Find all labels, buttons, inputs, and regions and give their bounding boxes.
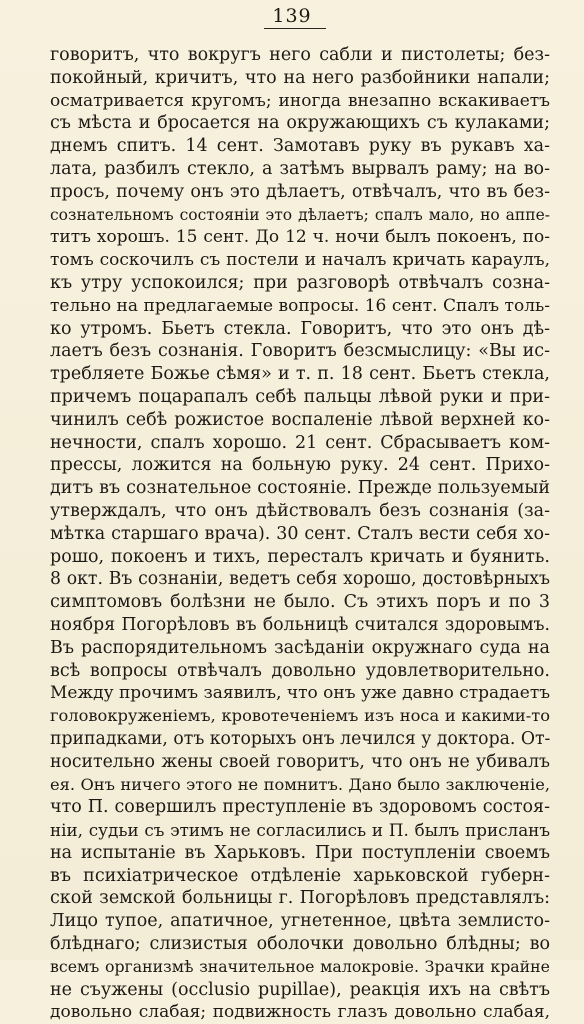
text-line: днемъ спитъ. 14 сент. Замотавъ руку въ рукавъ ха- (50, 136, 550, 157)
text-line: на испытаніе въ Харьковъ. При поступленіи своемъ (50, 842, 550, 863)
text-line: головокруженіемъ, кровотеченіемъ изъ носа и какими-то (50, 706, 550, 726)
text-line: что П. совершилъ преступленіе въ здоровомъ состоя- (50, 797, 550, 818)
text-line: прессы, ложится на больную руку. 24 сент. Прихо- (50, 455, 550, 476)
body-text (50, 44, 550, 1024)
text-line: блѣднаго; слизистыя оболочки довольно блѣдны; во (50, 934, 550, 955)
text-line: Лицо тупое, апатичное, угнетенное, цвѣта землисто- (50, 911, 550, 932)
header-rule (264, 28, 326, 29)
text-line: чинилъ себѣ рожистое воспаленіе лѣвой верхней ко- (50, 409, 550, 430)
text-line: въ психіатрическое отдѣленіе харьковской губерн- (50, 865, 550, 886)
text-line: ея. Онъ ничего этого не помнитъ. Дано было заключеніе, (50, 774, 550, 794)
text-line: утверждалъ, что онъ дѣйствовалъ безъ сознанія (за- (50, 500, 550, 521)
text-line: къ утру успокоился; при разговорѣ отвѣчалъ созна- (50, 272, 550, 293)
text-line: рошо, покоенъ и тихъ, пересталъ кричать и буянить. (50, 546, 550, 567)
text-line: съ мѣста и бросается на окружающихъ съ кулаками; (50, 113, 550, 134)
text-line: просъ, почему онъ это дѣлаетъ, отвѣчалъ, что въ без- (50, 181, 550, 202)
text-line: томъ соскочилъ съ постели и началъ кричать караулъ, (50, 250, 550, 271)
text-line: всемъ организмѣ значительное малокровіе. Зрачки крайне (50, 956, 550, 976)
text-line: покойный, кричитъ, что на него разбойники напали; (50, 67, 550, 88)
text-line: говоритъ, что вокругъ него сабли и пистолеты; без- (50, 45, 550, 65)
text-line: симптомовъ болѣзни не было. Съ этихъ поръ и по 3 (50, 592, 550, 613)
text-line: лаетъ безъ сознанія. Говоритъ безсмыслицу: «Вы ис- (50, 341, 550, 362)
text-line: дитъ въ сознательное состояніе. Прежде пользуемый (50, 478, 550, 499)
text-line: Между прочимъ заявилъ, что онъ уже давно страдаетъ (50, 683, 550, 704)
text-line: сознательномъ состояніи это дѣлаетъ; спалъ мало, но аппе- (50, 205, 550, 224)
text-line: ской земской больницы г. Погорѣловъ представлялъ: (50, 888, 550, 909)
text-line: ко утромъ. Бьетъ стекла. Говоритъ, что это онъ дѣ- (50, 318, 550, 339)
text-line: 8 окт. Въ сознаніи, ведетъ себя хорошо, достовѣрныхъ (50, 569, 550, 590)
text-line: лата, разбилъ стекло, а затѣмъ вырвалъ раму; на во- (50, 158, 550, 179)
text-line: Въ распорядительномъ засѣданіи окружнаго суда на (50, 637, 550, 658)
text-line: ніи, судьи съ этимъ не согласились и П. былъ присланъ (50, 820, 550, 841)
text-line: припадками, отъ которыхъ онъ лечился у доктора. От- (50, 728, 550, 749)
text-line: титъ хорошъ. 15 сент. До 12 ч. ночи былъ покоенъ, по- (50, 227, 550, 248)
text-line: не съужены (occlusio pupillae), реакція ихъ на свѣтъ (50, 979, 550, 1000)
text-line: носительно жены своей говоритъ, что онъ не убивалъ (50, 751, 550, 772)
text-line: тельно на предлагаемые вопросы. 16 сент. Спалъ толь- (50, 295, 550, 316)
page-number: 139 (272, 5, 312, 27)
text-line: довольно слабая; подвижность глазъ довольно слабая, (50, 1002, 550, 1023)
text-line: причемъ поцарапалъ себѣ пальцы лѣвой руки и при- (50, 386, 550, 407)
text-line: требляете Божье сѣмя» и т. п. 18 сент. Бьетъ стекла, (50, 364, 550, 385)
text-line: нечности, спалъ хорошо. 21 сент. Сбрасываетъ ком- (50, 432, 550, 453)
text-line: мѣтка старшаго врача). 30 сент. Сталъ вести себя хо- (50, 523, 550, 544)
text-line: осматривается кругомъ; иногда внезапно вскакиваетъ (50, 90, 550, 111)
text-line: всѣ вопросы отвѣчалъ довольно удовлетворительно. (50, 660, 550, 681)
text-line: ноября Погорѣловъ въ больницѣ считался здоровымъ. (50, 614, 550, 635)
